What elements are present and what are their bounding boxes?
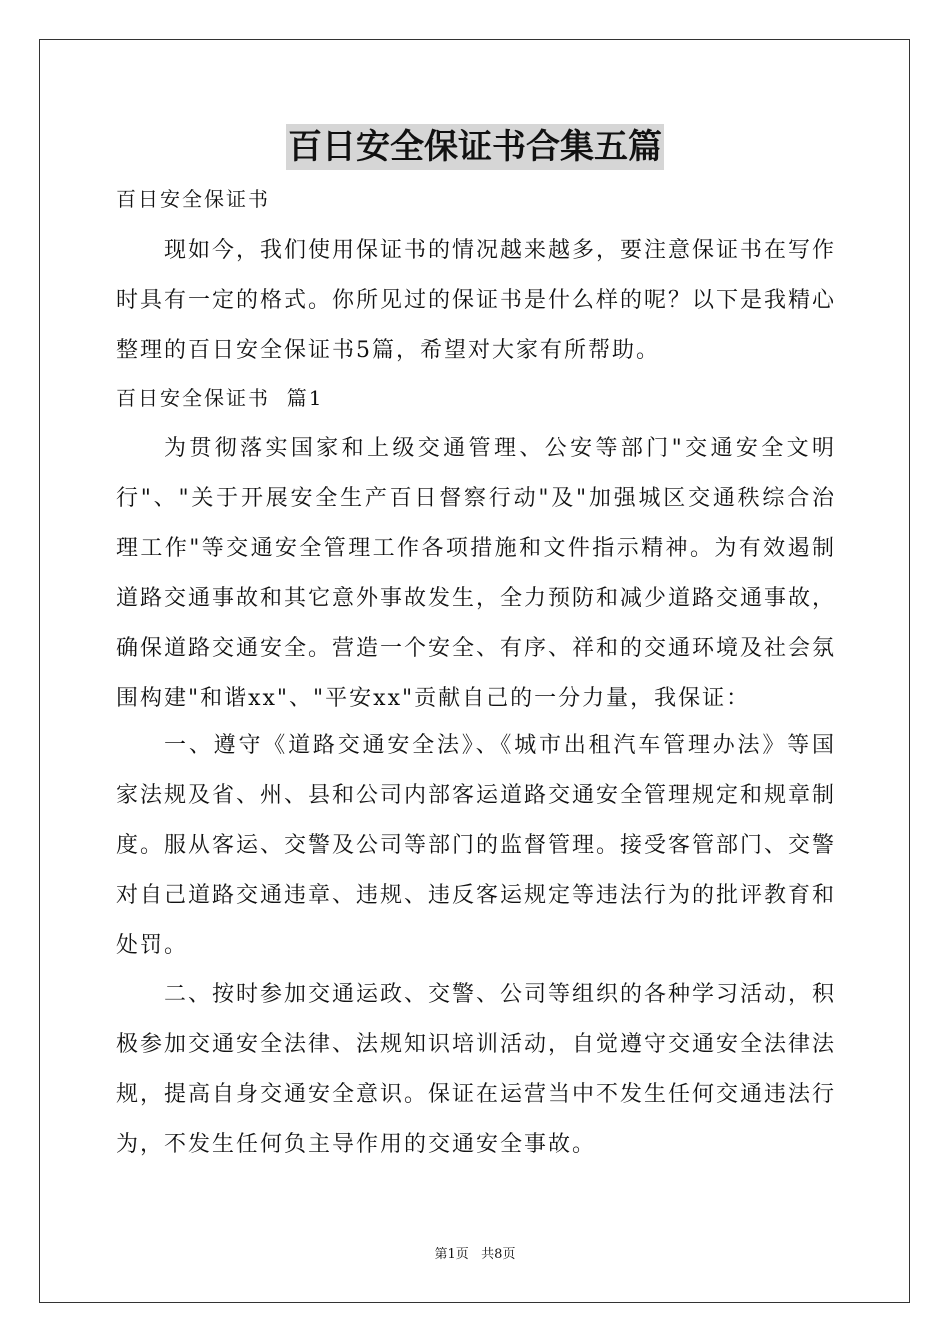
paragraph-2: 一、遵守《道路交通安全法》、《城市出租汽车管理办法》等国家法规及省、州、县和公司内部客运道路交通安全管理规定和规章制度。服从客运、交警及公司等部门的监督管理。接受客管部门、交警对自己道路交通违章、违规、违反客运规定等违法行为的批评教育和处罚。 bbox=[116, 733, 837, 958]
section-heading: 百日安全保证书 bbox=[116, 187, 270, 211]
document-title: 百日安全保证书合集五篇 bbox=[286, 124, 664, 170]
paragraph-1: 为贯彻落实国家和上级交通管理、公安等部门"交通安全文明行"、"关于开展安全生产百日督察行动"及"加强城区交通秩综合治理工作"等交通安全管理工作各项措施和文件指示精神。为有效遏制道路交通事故和其它意外事故发生，全力预防和减少道路交通事故，确保道路交通安全。营造一个安全、有序、祥和的交通环境及社会氛围构建"和谐xx"、"平安xx"贡献自己的一分力量，我保证： bbox=[116, 436, 837, 711]
page-footer: 第1页 共8页 bbox=[434, 1247, 516, 1262]
title-container bbox=[0, 124, 950, 170]
paragraph-3: 二、按时参加交通运政、交警、公司等组织的各种学习活动，积极参加交通安全法律、法规知识培训活动，自觉遵守交通安全法律法规，提高自身交通安全意识。保证在运营当中不发生任何交通违法行为，不发生任何负主导作用的交通安全事故。 bbox=[116, 982, 837, 1157]
section-heading-chapter-1: 百日安全保证书 篇1 bbox=[116, 386, 324, 410]
intro-paragraph: 现如今，我们使用保证书的情况越来越多，要注意保证书在写作时具有一定的格式。你所见过的保证书是什么样的呢？以下是我精心整理的百日安全保证书5篇，希望对大家有所帮助。 bbox=[116, 238, 837, 363]
